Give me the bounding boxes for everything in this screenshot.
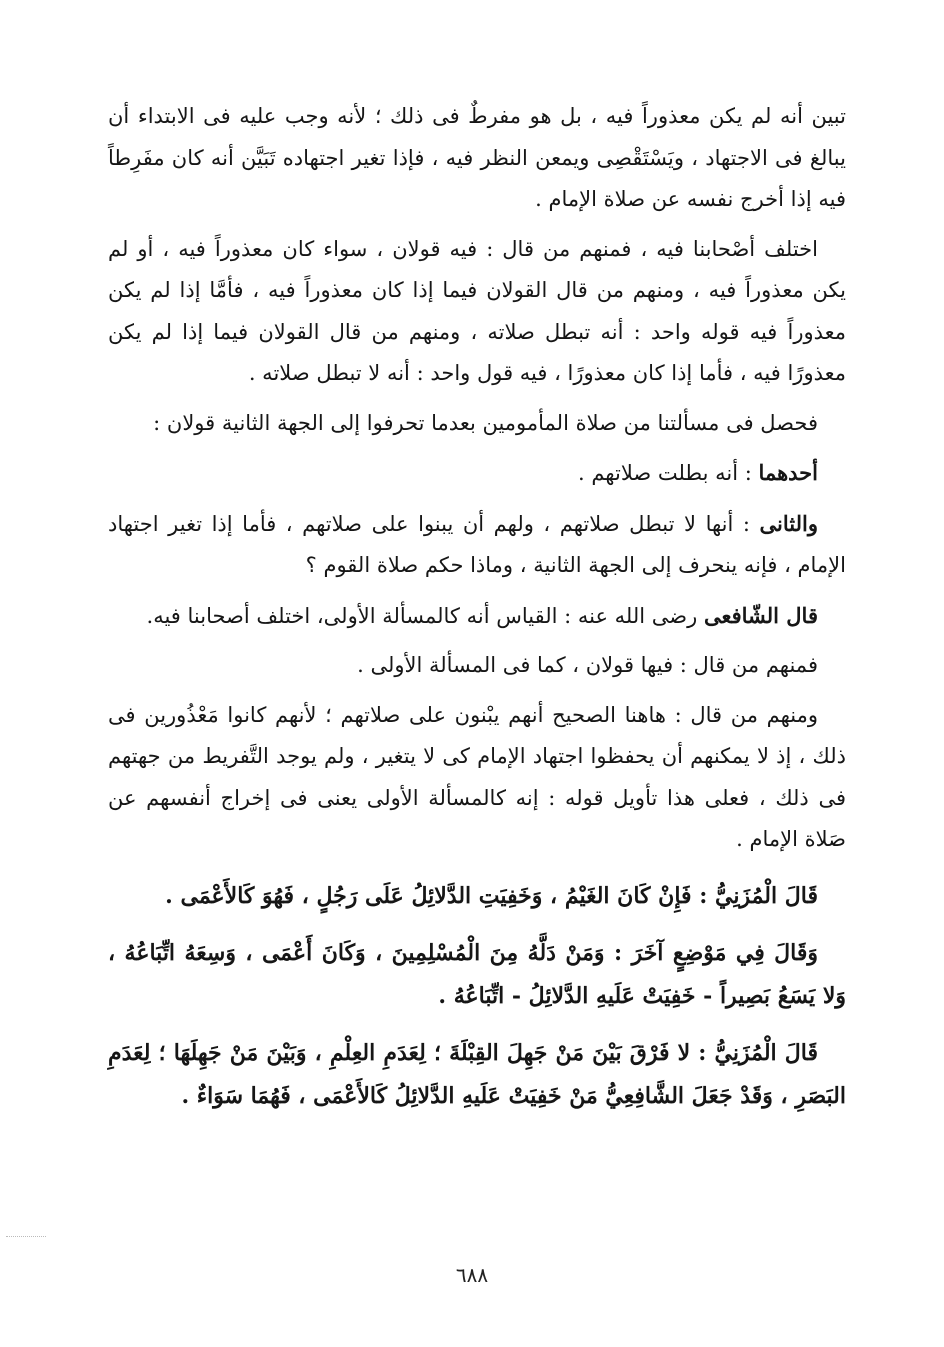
paragraph-8 <box>108 695 846 861</box>
paragraph-lead: قال الشّافعى <box>703 602 818 628</box>
quote-text: وَقَالَ فِي مَوْضِعٍ آخَرَ : وَمَنْ دَلَّهُ مِنَ الْمُسْلِمِينَ ، وَكَانَ أَعْمَى ، وَسِعَهُ اتِّبَاعُهُ ، وَلا يَسَعُ بَصِيراً - خَفِيَتْ عَلَيهِ الدَّلائِلُ - اتِّبَاعُهُ . <box>108 939 846 1009</box>
main-text <box>108 96 846 1130</box>
paragraph-2 <box>108 229 846 395</box>
paragraph-text: فمنهم من قال : فيها قولان ، كما فى المسألة الأولى . <box>357 653 818 677</box>
paragraph-text: : أنها لا تبطل صلاتهم ، ولهم أن يبنوا على صلاتهم ، فأما إذا تغير اجتهاد الإمام ، فإنه ينحرف إلى الجهة الثانية ، وماذا حكم صلاة القوم ؟ <box>108 511 846 577</box>
paragraph-lead: أحدهما <box>758 460 818 485</box>
paragraph-text: تبين أنه لم يكن معذوراً فيه ، بل هو مفرطٌ فى ذلك ؛ لأنه وجب عليه فى الابتداء أن يبالغ فى الاجتهاد ، ويَسْتَقْصِى ويمعن النظر فيه ، فإذا تغير اجتهاده تَبَيَّن أنه كان مفَرِطاً فيه إذا أخرج نفسه عن صلاة الإمام . <box>108 104 846 211</box>
margin-specks <box>6 1236 46 1241</box>
page-number: ٦٨٨ <box>455 1263 489 1287</box>
paragraph-text: اختلف أصْحابنا فيه ، فمنهم من قال : فيه قولان ، سواء كان معذوراً فيه ، أو لم يكن معذوراً فيه ، ومنهم من قال القولان فيما إذا كان معذوراً فيه ، فأمَّا إذا لم يكن معذوراً فيه قوله واحد : أنه تبطل صلاته ، ومنهم من قال القولان فيما إذا لم يكن معذورًا فيه ، فأما إذا كان معذورًا ، فيه قول واحد : أنه لا تبطل صلاته . <box>108 236 846 385</box>
quote-1 <box>108 875 846 918</box>
quote-3 <box>108 1032 846 1118</box>
paragraph-text: : أنه بطلت صلاتهم . <box>577 461 759 485</box>
paragraph-lead: والثانى <box>759 510 818 536</box>
paragraph-text: ومنهم من قال : هاهنا الصحيح أنهم يبْنون على صلاتهم ؛ لأنهم كانوا مَعْذُورين فى ذلك ، إذ لا يمكنهم أن يحفظوا اجتهاد الإمام كى لا يتغير ، ولم يوجد التَّفريط من جهتهم فى ذلك ، فعلى هذا تأويل قوله : إنه كالمسألة الأولى يعنى فى إخراج أنفسهم عن صَلاة الإمام . <box>108 702 846 851</box>
paragraph-4 <box>108 452 846 495</box>
quote-text: قَالَ الْمُزَنِيُّ : لا فَرْقَ بَيْنَ مَنْ جَهِلَ القِبْلَةَ ؛ لِعَدَمِ العِلْمِ ، وَبَيْنَ مَنْ جَهِلَهَا ؛ لِعَدَمِ البَصَرِ ، وَقَدْ جَعَلَ الشَّافِعِيُّ مَنْ خَفِيَتْ عَلَيهِ الدَّلائِلُ كَالأَعْمَى ، فَهُمَا سَوَاءٌ . <box>108 1039 846 1109</box>
paragraph-7 <box>108 645 846 687</box>
paragraph-5 <box>108 503 846 587</box>
quote-2 <box>108 932 846 1018</box>
paragraph-6 <box>108 595 846 638</box>
quote-text: قَالَ الْمُزَنِيُّ : فَإِنْ كَانَ الغَيْمُ ، وَخَفِيَتِ الدَّلائِلُ عَلَى رَجُلٍ ، فَهُوَ كَالأَعْمَى . <box>165 882 818 909</box>
paragraph-text: رضى الله عنه : القياس أنه كالمسألة الأولى، اختلف أصحابنا فيه. <box>146 603 704 628</box>
paragraph-1 <box>108 96 846 221</box>
paragraph-3 <box>108 403 846 445</box>
paragraph-text: فحصل فى مسألتنا من صلاة المأمومين بعدما تحرفوا إلى الجهة الثانية قولان : <box>153 410 818 435</box>
